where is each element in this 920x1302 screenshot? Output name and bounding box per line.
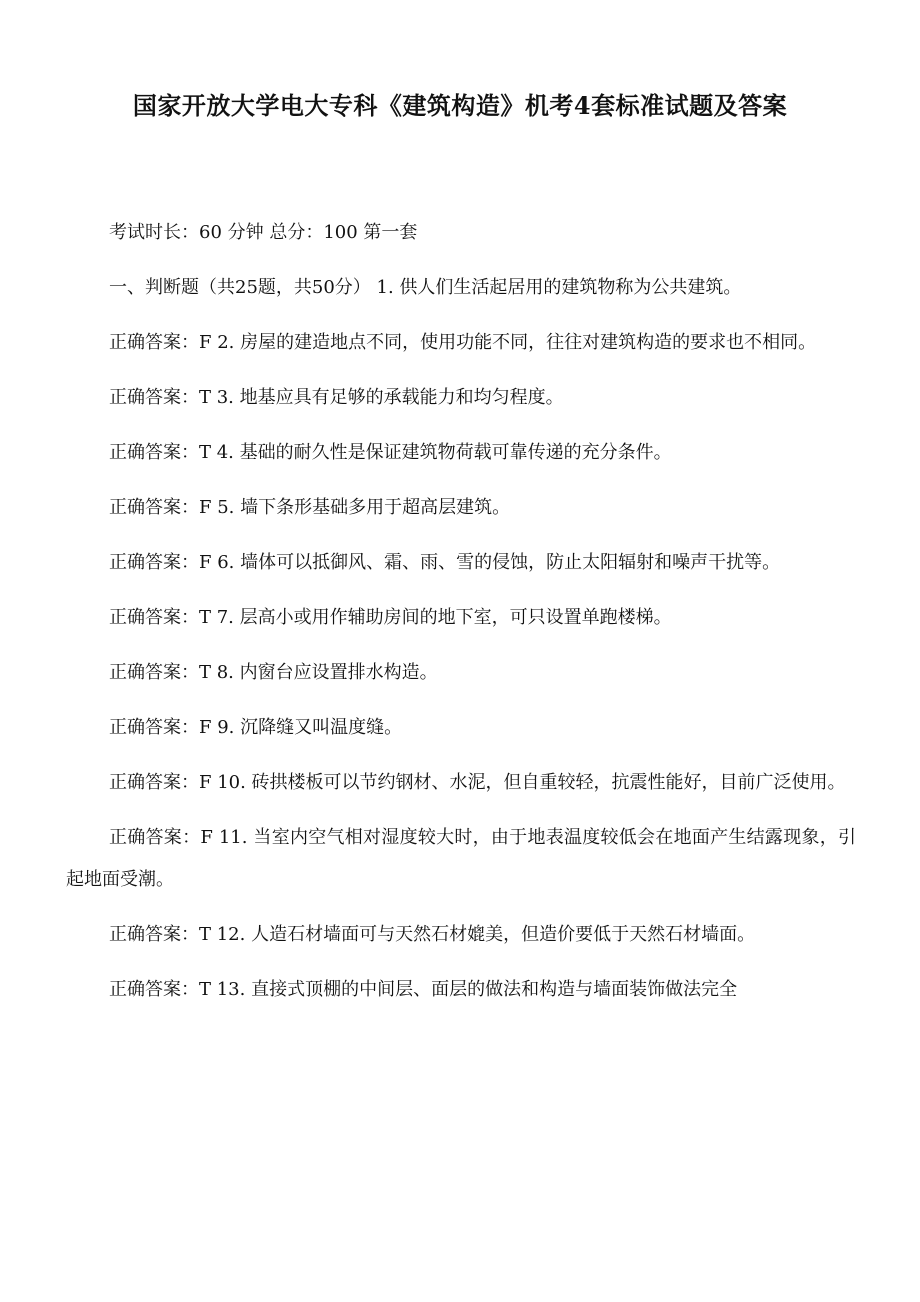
document-title: 国家开放大学电大专科《建筑构造》机考4套标准试题及答案 xyxy=(132,91,788,120)
exam-info-paragraph: 考试时长：60 分钟 总分：100 第一套 xyxy=(109,222,418,243)
question-paragraph: 正确答案：F 10. 砖拱楼板可以节约钢材、水泥，但自重较轻，抗震性能好，目前广泛使用。 xyxy=(109,772,846,793)
question-paragraph: 正确答案：T 4. 基础的耐久性是保证建筑物荷载可靠传递的充分条件。 xyxy=(109,442,672,463)
question-paragraph: 一、判断题（共25题，共50分） 1. 供人们生活起居用的建筑物称为公共建筑。 xyxy=(109,277,742,298)
question-paragraph: 正确答案：F 9. 沉降缝又叫温度缝。 xyxy=(109,717,403,738)
question-paragraph: 正确答案：T 3. 地基应具有足够的承载能力和均匀程度。 xyxy=(109,387,564,408)
question-paragraph: 正确答案：F 5. 墙下条形基础多用于超高层建筑。 xyxy=(109,497,511,518)
question-paragraph: 正确答案：F 11. 当室内空气相对湿度较大时，由于地表温度较低会在地面产生结露现象，引起地面受潮。 xyxy=(66,827,856,890)
question-paragraph: 正确答案：T 13. 直接式顶棚的中间层、面层的做法和构造与墙面装饰做法完全 xyxy=(109,979,738,1000)
question-paragraph: 正确答案：T 7. 层高小或用作辅助房间的地下室，可只设置单跑楼梯。 xyxy=(109,607,672,628)
question-paragraph: 正确答案：F 2. 房屋的建造地点不同，使用功能不同，往往对建筑构造的要求也不相同。 xyxy=(109,332,817,353)
document-body xyxy=(66,212,856,1024)
question-paragraph: 正确答案：T 12. 人造石材墙面可与天然石材媲美，但造价要低于天然石材墙面。 xyxy=(109,924,756,945)
question-paragraph: 正确答案：T 8. 内窗台应设置排水构造。 xyxy=(109,662,438,683)
question-paragraph: 正确答案：F 6. 墙体可以抵御风、霜、雨、雪的侵蚀，防止太阳辐射和噪声干扰等。 xyxy=(109,552,781,573)
